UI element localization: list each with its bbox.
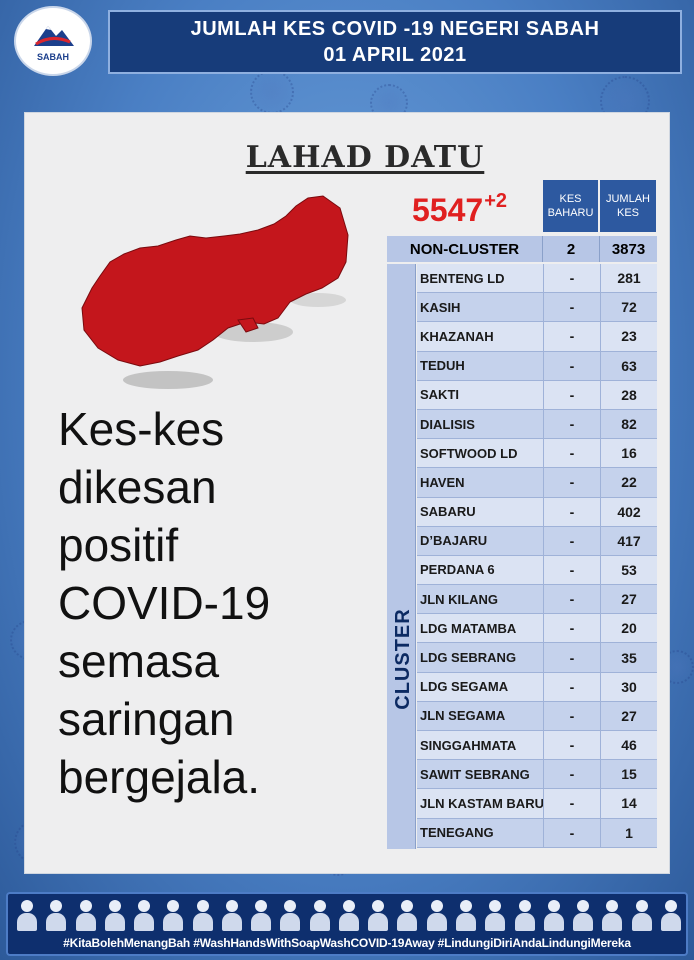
cluster-new-cases: -: [543, 498, 600, 526]
cluster-total-cases: 27: [600, 585, 657, 613]
person-icon: [660, 898, 682, 932]
cluster-name: LDG SEGAMA: [420, 679, 509, 695]
cluster-new-cases: -: [543, 293, 600, 321]
cluster-new-cases: -: [543, 614, 600, 642]
cluster-new-cases: -: [543, 556, 600, 584]
cluster-row: [417, 760, 657, 789]
person-icon: [221, 898, 243, 932]
row-new-cases: 2: [542, 236, 599, 262]
person-icon: [16, 898, 38, 932]
cluster-total-cases: 30: [600, 673, 657, 701]
cluster-name: JLN SEGAMA: [420, 708, 506, 724]
cluster-name: PERDANA 6: [420, 562, 495, 578]
person-icon: [396, 898, 418, 932]
cluster-name: HAVEN: [420, 474, 465, 490]
cluster-total-cases: 1: [600, 819, 657, 847]
total-cases: [412, 190, 507, 229]
cluster-total-cases: 16: [600, 439, 657, 467]
person-icon: [514, 898, 536, 932]
cluster-row: [417, 498, 657, 527]
cluster-name: SINGGAHMATA: [420, 737, 517, 753]
person-icon: [338, 898, 360, 932]
cluster-column: [387, 264, 416, 849]
cluster-name: DIALISIS: [420, 416, 475, 432]
message-line: COVID-19: [58, 577, 271, 629]
cluster-table: [417, 264, 657, 848]
cluster-name: SABARU: [420, 504, 476, 520]
person-icon: [250, 898, 272, 932]
person-icon: [601, 898, 623, 932]
cluster-new-cases: -: [543, 439, 600, 467]
person-icon: [572, 898, 594, 932]
message-line: saringan: [58, 693, 235, 745]
cluster-row: [417, 468, 657, 497]
cluster-total-cases: 402: [600, 498, 657, 526]
cluster-row: [417, 293, 657, 322]
mountain-logo-icon: [30, 20, 76, 50]
cluster-total-cases: 35: [600, 643, 657, 671]
person-icon: [309, 898, 331, 932]
cluster-name: SAKTI: [420, 387, 459, 403]
cluster-new-cases: -: [543, 643, 600, 671]
message-line: semasa: [58, 635, 220, 687]
cluster-row: [417, 614, 657, 643]
cluster-row: [417, 264, 657, 293]
frontliner-icons: [16, 898, 682, 932]
cluster-new-cases: -: [543, 352, 600, 380]
cluster-label: CLUSTER: [392, 608, 414, 710]
logo-text: SABAH: [36, 52, 69, 62]
cluster-row: [417, 585, 657, 614]
district-title: LAHAD DATU: [245, 140, 485, 175]
report-date: 01 APRIL 2021: [323, 44, 467, 66]
person-icon: [104, 898, 126, 932]
cluster-name: SOFTWOOD LD: [420, 445, 518, 461]
cluster-new-cases: -: [543, 789, 600, 817]
cluster-total-cases: 46: [600, 731, 657, 759]
person-icon: [455, 898, 477, 932]
cluster-row: [417, 527, 657, 556]
cluster-name: KHAZANAH: [420, 328, 494, 344]
person-icon: [45, 898, 67, 932]
row-total-cases: 3873: [599, 236, 657, 262]
cluster-row: [417, 410, 657, 439]
cluster-new-cases: -: [543, 673, 600, 701]
cluster-row: [417, 643, 657, 672]
cluster-new-cases: -: [543, 381, 600, 409]
row-name: NON-CLUSTER: [409, 240, 520, 258]
cluster-total-cases: 15: [600, 760, 657, 788]
hashtags: #KitaBolehMenangBah #WashHandsWithSoapWashCOVID-19Away #LindungiDiriAndaLindungiMereka: [63, 936, 631, 950]
person-icon: [192, 898, 214, 932]
cluster-new-cases: -: [543, 702, 600, 730]
cluster-new-cases: -: [543, 760, 600, 788]
page-title: JUMLAH KES COVID -19 NEGERI SABAH: [190, 18, 600, 40]
cluster-total-cases: 63: [600, 352, 657, 380]
cluster-name: SAWIT SEBRANG: [420, 766, 530, 782]
person-icon: [426, 898, 448, 932]
cluster-total-cases: 14: [600, 789, 657, 817]
info-message: [58, 400, 378, 806]
cluster-new-cases: -: [543, 410, 600, 438]
cluster-new-cases: -: [543, 264, 600, 292]
cluster-name: JLN KILANG: [420, 591, 498, 607]
footer-banner: [6, 892, 688, 956]
district-shape: [82, 196, 348, 366]
message-line: dikesan: [58, 461, 217, 513]
message-line: positif: [58, 519, 179, 571]
cluster-name: BENTENG LD: [420, 270, 505, 286]
person-icon: [484, 898, 506, 932]
cluster-name: TENEGANG: [420, 825, 494, 841]
sabah-logo: [14, 6, 92, 76]
cluster-row: [417, 702, 657, 731]
cluster-row: [417, 789, 657, 818]
virus-decoration: [250, 70, 294, 114]
cluster-row: [417, 819, 657, 848]
cluster-new-cases: -: [543, 731, 600, 759]
cluster-name: JLN KASTAM BARU: [420, 795, 544, 811]
cluster-total-cases: 53: [600, 556, 657, 584]
cluster-total-cases: 281: [600, 264, 657, 292]
person-icon: [543, 898, 565, 932]
person-icon: [279, 898, 301, 932]
message-line: bergejala.: [58, 751, 261, 803]
cluster-total-cases: 417: [600, 527, 657, 555]
column-header-total-cases: JUMLAH KES: [600, 180, 656, 232]
cluster-row: [417, 352, 657, 381]
person-icon: [162, 898, 184, 932]
district-map: [78, 190, 358, 400]
cluster-name: LDG MATAMBA: [420, 620, 517, 636]
cluster-total-cases: 27: [600, 702, 657, 730]
cluster-row: [417, 322, 657, 351]
person-icon: [631, 898, 653, 932]
total-new: +2: [484, 190, 507, 212]
cluster-name: D’BAJARU: [420, 533, 488, 549]
cluster-new-cases: -: [543, 468, 600, 496]
cluster-name: LDG SEBRANG: [420, 650, 517, 666]
cluster-row: [417, 731, 657, 760]
cluster-total-cases: 82: [600, 410, 657, 438]
cluster-new-cases: -: [543, 585, 600, 613]
cluster-total-cases: 72: [600, 293, 657, 321]
cluster-new-cases: -: [543, 819, 600, 847]
non-cluster-row: [387, 236, 657, 262]
cluster-total-cases: 20: [600, 614, 657, 642]
cluster-row: [417, 556, 657, 585]
person-icon: [133, 898, 155, 932]
cluster-new-cases: -: [543, 322, 600, 350]
cluster-row: [417, 381, 657, 410]
cluster-new-cases: -: [543, 527, 600, 555]
cluster-total-cases: 23: [600, 322, 657, 350]
person-icon: [367, 898, 389, 932]
cluster-name: KASIH: [420, 299, 461, 315]
message-line: Kes-kes: [58, 403, 225, 455]
person-icon: [75, 898, 97, 932]
title-banner: [108, 10, 682, 74]
cluster-row: [417, 439, 657, 468]
cluster-name: TEDUH: [420, 358, 465, 374]
column-header-new-cases: KES BAHARU: [543, 180, 598, 232]
cluster-total-cases: 28: [600, 381, 657, 409]
cluster-total-cases: 22: [600, 468, 657, 496]
cluster-row: [417, 673, 657, 702]
total-value: 5547: [412, 192, 484, 228]
